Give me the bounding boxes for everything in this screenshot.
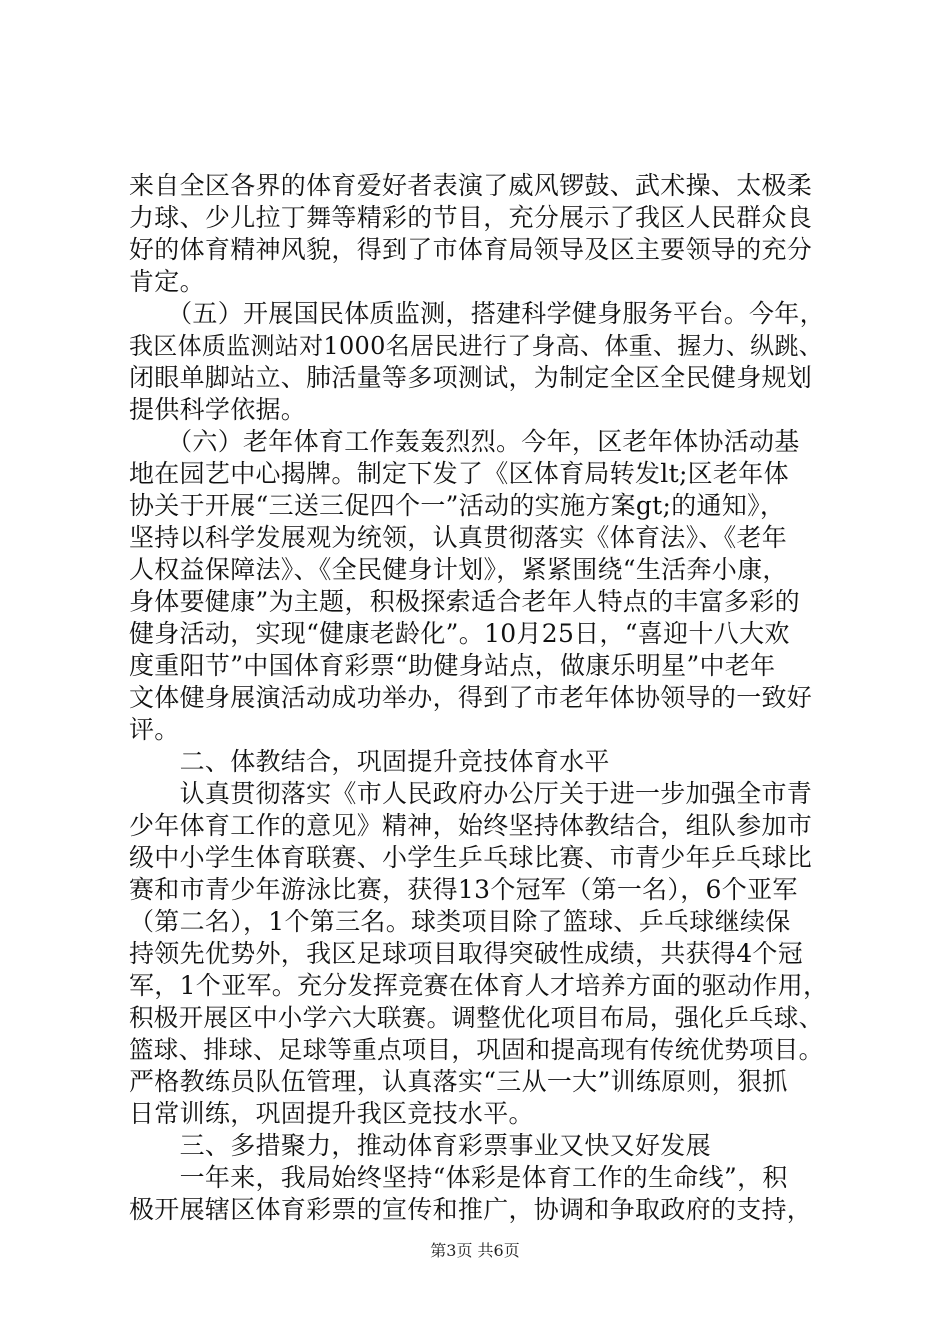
text-line: （六）老年体育工作轰轰烈烈。今年，区老年体协活动基 <box>129 427 800 456</box>
text-line: 三、多措聚力，推动体育彩票事业又快又好发展 <box>129 1131 711 1160</box>
text-line: 肯定。 <box>129 267 205 296</box>
text-line: 少年体育工作的意见》精神，始终坚持体教结合，组队参加市 <box>129 811 813 840</box>
text-line: 文体健身展演活动成功举办，得到了市老年体协领导的一致好 <box>129 683 813 712</box>
text-line: 坚持以科学发展观为统领，认真贯彻落实《体育法》、《老年 <box>129 523 788 552</box>
text-line: 好的体育精神风貌，得到了市体育局领导及区主要领导的充分 <box>129 235 813 264</box>
text-line: 军，1个亚军。充分发挥竞赛在体育人才培养方面的驱动作用， <box>129 971 829 1000</box>
text-line: 二、体教结合，巩固提升竞技体育水平 <box>129 747 610 776</box>
page-footer: 第3页 共6页 <box>430 1241 520 1260</box>
text-line: 度重阳节”中国体育彩票“助健身站点，做康乐明星”中老年 <box>129 651 776 680</box>
text-line: 日常训练，巩固提升我区竞技水平。 <box>129 1099 534 1128</box>
text-line: 力球、少儿拉丁舞等精彩的节目，充分展示了我区人民群众良 <box>129 203 813 232</box>
text-line: 来自全区各界的体育爱好者表演了威风锣鼓、武术操、太极柔 <box>129 171 813 200</box>
text-line: 极开展辖区体育彩票的宣传和推广，协调和争取政府的支持， <box>129 1195 813 1224</box>
document-body <box>129 170 834 1226</box>
text-line: 评。 <box>129 715 180 744</box>
text-line: 提供科学依据。 <box>129 395 307 424</box>
text-line: 赛和市青少年游泳比赛，获得13个冠军（第一名），6个亚军 <box>129 875 798 904</box>
text-line: 协关于开展“三送三促四个一”活动的实施方案gt;的通知》， <box>129 491 786 520</box>
text-line: 认真贯彻落实《市人民政府办公厅关于进一步加强全市青 <box>129 779 813 808</box>
text-line: 我区体质监测站对1000名居民进行了身高、体重、握力、纵跳、 <box>129 332 824 360</box>
text-line: 健身活动，实现“健康老龄化”。10月25日，“喜迎十八大欢 <box>129 619 790 648</box>
text-line: 人权益保障法》、《全民健身计划》，紧紧围绕“生活奔小康， <box>129 555 788 584</box>
text-line: 身体要健康”为主题，积极探索适合老年人特点的丰富多彩的 <box>129 587 800 616</box>
text-line: （五）开展国民体质监测，搭建科学健身服务平台。今年， <box>129 299 825 328</box>
text-line: 积极开展区中小学六大联赛。调整优化项目布局，强化乒乓球、 <box>129 1003 824 1032</box>
text-line: 闭眼单脚站立、肺活量等多项测试，为制定全区全民健身规划 <box>129 363 813 392</box>
text-line: 一年来，我局始终坚持“体彩是体育工作的生命线”，积 <box>129 1163 788 1192</box>
text-line: 严格教练员队伍管理，认真落实“三从一大”训练原则，狠抓 <box>129 1067 788 1096</box>
text-line: 持领先优势外，我区足球项目取得突破性成绩，共获得4个冠 <box>129 939 804 968</box>
text-line: 级中小学生体育联赛、小学生乒乓球比赛、市青少年乒乓球比 <box>129 843 813 872</box>
text-line: （第二名），1个第三名。球类项目除了篮球、乒乓球继续保 <box>129 907 791 936</box>
text-line: 篮球、排球、足球等重点项目，巩固和提高现有传统优势项目。 <box>129 1035 824 1064</box>
text-line: 地在园艺中心揭牌。制定下发了《区体育局转发lt;区老年体 <box>129 459 789 488</box>
